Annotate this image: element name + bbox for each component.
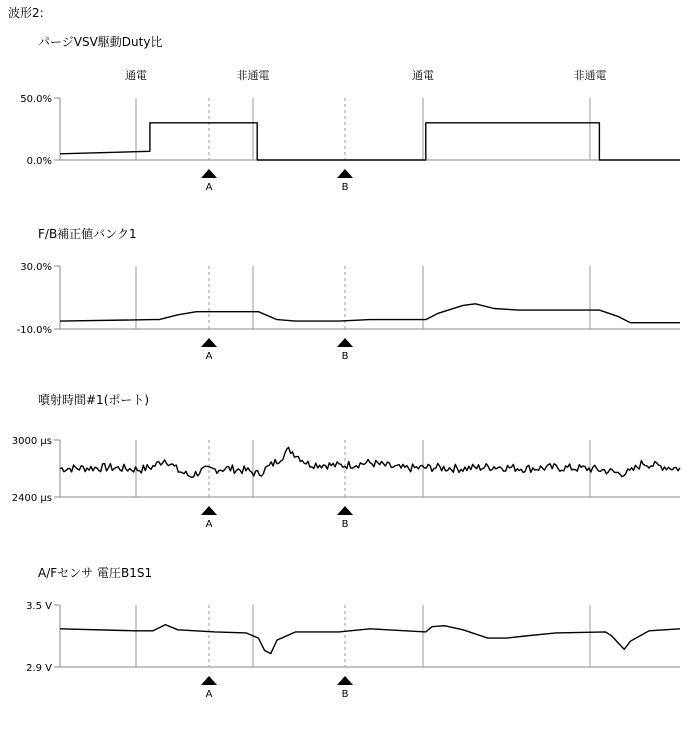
series-line	[60, 447, 680, 477]
y-tick-label-bottom: 2400 μs	[11, 493, 52, 504]
state-label: 通電	[412, 69, 434, 82]
marker-triangle-icon	[337, 169, 353, 178]
series-line	[60, 304, 680, 323]
series-line	[60, 625, 680, 654]
marker-label: B	[341, 351, 349, 362]
marker-label: B	[341, 519, 349, 530]
marker-triangle-icon	[337, 676, 353, 685]
marker-triangle-icon	[201, 676, 217, 685]
page-title: 波形2:	[8, 6, 44, 20]
y-tick-label-top: 3.5 V	[26, 601, 52, 612]
marker-label: A	[205, 182, 213, 193]
marker-label: A	[205, 351, 213, 362]
marker-triangle-icon	[337, 338, 353, 347]
state-label: 非通電	[573, 69, 607, 82]
marker-label: B	[341, 689, 349, 700]
marker-triangle-icon	[201, 169, 217, 178]
chart-title: A/Fセンサ 電圧B1S1	[38, 566, 153, 580]
state-label: 非通電	[236, 69, 270, 82]
chart-title: 噴射時間#1(ポート)	[38, 393, 150, 407]
y-tick-label-bottom: 0.0%	[26, 156, 52, 167]
y-tick-label-top: 50.0%	[20, 94, 52, 105]
marker-triangle-icon	[337, 506, 353, 515]
marker-label: A	[205, 689, 213, 700]
state-label: 通電	[125, 69, 147, 82]
marker-triangle-icon	[201, 338, 217, 347]
chart-title: F/B補正値バンク1	[38, 227, 137, 241]
marker-label: B	[341, 182, 349, 193]
series-line	[60, 123, 680, 160]
y-tick-label-top: 30.0%	[20, 262, 52, 273]
marker-triangle-icon	[201, 506, 217, 515]
y-tick-label-bottom: -10.0%	[16, 325, 52, 336]
marker-label: A	[205, 519, 213, 530]
y-tick-label-bottom: 2.9 V	[26, 663, 52, 674]
y-tick-label-top: 3000 μs	[11, 436, 52, 447]
chart-title: パージVSV駆動Duty比	[38, 35, 163, 49]
